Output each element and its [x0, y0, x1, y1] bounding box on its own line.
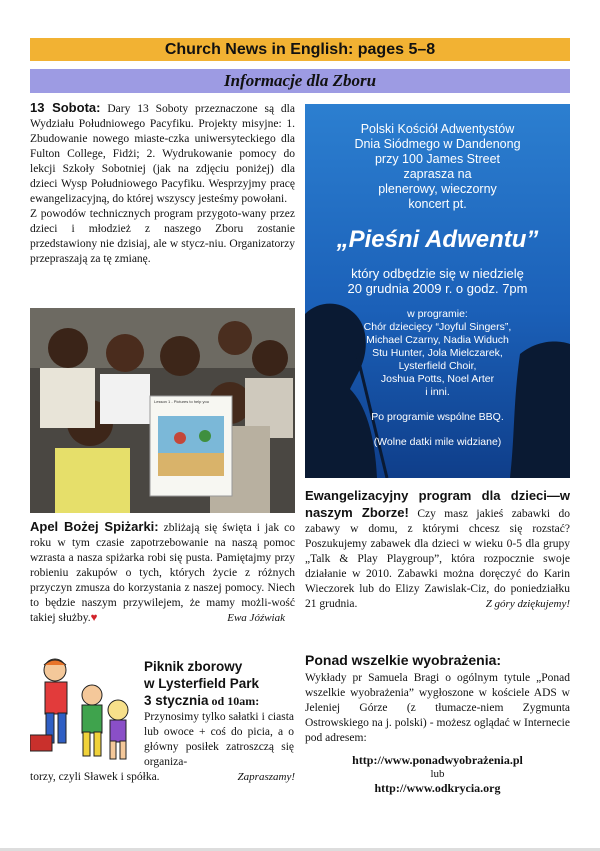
lectures-or: lub [430, 768, 445, 780]
picnic-signature: Zapraszamy! [237, 771, 295, 783]
poster-line-3: przy 100 James Street [374, 152, 501, 166]
poster-bbq: Po programie wspólne BBQ. [371, 411, 504, 423]
poster-line-4: zaprasza na [403, 167, 472, 181]
pantry-appeal-text: zbliżają się święta i jak co roku w tym czasie zapotrzebowanie na naszą pomoc wzrasta a nasza spiżarka robi się pusta. Pamiętajmy przy robieniu zakupów o tych, których życie z różnych przyczyn zmusza do korzystania z naszej pomocy. Niech to będzie naszym przywilejem, że mamy możli-wość takiej służby. [30, 522, 295, 624]
picnic-date-line [144, 692, 294, 710]
sobota-text: Dary 13 Soboty przeznaczone są dla Wydziału Południowego Pacyfiku. Projekty misyjne: 1. Zbudowanie nowego miaste-czka uniwersyteckiego dla Fulton College, Fidżi; 2. Wydrukowanie pomocy do lekcji Szkoły Sobotniej (jak na zdjęciu poniżej) dla dzieci Wysp Południowego Pacyfiku. Wesprzyjmy pracę ewangelizacyjną, do której wszyscy jesteśmy powołani. [30, 103, 295, 205]
family-cartoon-icon [30, 655, 135, 765]
picnic-footer-line [30, 770, 295, 785]
sobota-note: Z powodów technicznych program przygoto-wany przez dzieci i młodzież z naszego Zboru zostanie przedstawiony nie dzisiaj, ale w stycz-niu. Organizatorzy przepraszają za tę zmianę. [30, 208, 295, 265]
pantry-appeal-article [30, 519, 295, 626]
heart-icon: ♥ [90, 612, 98, 624]
sobota-heading: 13 Sobota: [30, 100, 101, 115]
picnic-article [144, 658, 294, 770]
poster-line-1: Polski Kościół Adwentystów [360, 122, 515, 136]
sobota-article [30, 100, 295, 267]
sobota-paragraph [30, 100, 295, 207]
lectures-article [305, 652, 570, 796]
poster-date-2: 20 grudnia 2009 r. o godz. 7pm [347, 281, 528, 296]
poster-line-5: plenerowy, wieczorny [378, 182, 497, 196]
poster-line-6: koncert pt. [408, 197, 467, 211]
section-title-banner: Informacje dla Zboru [30, 69, 570, 93]
poster-date-1: który odbędzie się w niedzielę [351, 266, 524, 281]
concert-poster [305, 104, 570, 478]
poster-concert-title: „Pieśni Adwentu” [336, 226, 539, 253]
poster-program-1: w programie: [407, 308, 468, 320]
poster-line-2: Dnia Siódmego w Dandenong [354, 137, 521, 151]
toys-appeal-paragraph [305, 488, 570, 612]
picnic-cartoon [30, 655, 135, 765]
toys-appeal-article [305, 488, 570, 612]
pantry-appeal-signature: Ewa Jóźwiak [227, 612, 285, 624]
picnic-footer [30, 770, 295, 785]
picnic-heading-1: Piknik zborowy [144, 659, 243, 674]
picnic-time: od 10am: [208, 694, 260, 708]
picnic-text: Przynosimy tylko sałatki i ciasta lub owoce + coś do picia, a o główny posiłek zatroszczą się organiza- [144, 711, 294, 768]
pantry-appeal-paragraph [30, 519, 295, 626]
poster-donations: (Wolne datki mile widziane) [373, 436, 502, 448]
toys-appeal-heading: Ewangelizacyjny program dla dzieci—w naszym Zborze! [305, 488, 570, 520]
book-caption: Lesson 1 - Pictures to help you [154, 399, 209, 404]
lectures-heading: Ponad wszelkie wyobrażenia: [305, 652, 502, 668]
children-photo [30, 308, 295, 513]
picnic-organizers: torzy, czyli Sławek i spółka. [30, 771, 160, 783]
poster-program-6: Joshua Potts, Noel Arter [380, 373, 495, 385]
poster-program-2: Chór dziecięcy “Joyful Singers”, [363, 321, 512, 333]
poster-program-5: Lysterfield Choir, [398, 360, 477, 372]
pantry-appeal-heading: Apel Bożej Spiżarki: [30, 519, 159, 534]
poster-program-3: Michael Czarny, Nadia Widuch [366, 334, 509, 346]
lectures-text: Wykłady pr Samuela Bragi o ogólnym tytule „Ponad wszelkie wyobrażenia” wygłoszone w kościele ADS w Jeleniej Górze (z tłumacze-niem Zygmunta Ostrowskiego na j. polski) - możesz oglądać w Internecie pod adresem: [305, 672, 570, 744]
children-photo-illustration [30, 308, 295, 513]
poster-program-7: i inni. [425, 386, 450, 398]
picnic-heading-2: w Lysterfield Park [144, 676, 260, 691]
lectures-url-2[interactable]: http://www.odkrycia.org [374, 781, 501, 795]
lectures-url-1[interactable]: http://www.ponadwyobrażenia.pl [352, 753, 523, 767]
picnic-date: 3 stycznia [144, 693, 209, 708]
toys-appeal-thanks: Z góry dziękujemy! [485, 598, 570, 610]
toys-appeal-text: Czy masz jakieś zabawki do zabawy w domu, z którymi chcesz się rozstać? Poszukujemy zabawek dla dzieci w wieku 0-5 dla grupy „Talk & Play Playgroup”, która rozpocznie swoje działanie w 2010. Zabawki można doręczyć do Karin Wieczorek lub do Elizy Zawislak-Ciz, do poniedziałku 21 grudnia. [305, 508, 570, 610]
poster-program-4: Stu Hunter, Jola Mielczarek, [372, 347, 503, 359]
church-news-banner: Church News in English: pages 5–8 [30, 38, 570, 61]
